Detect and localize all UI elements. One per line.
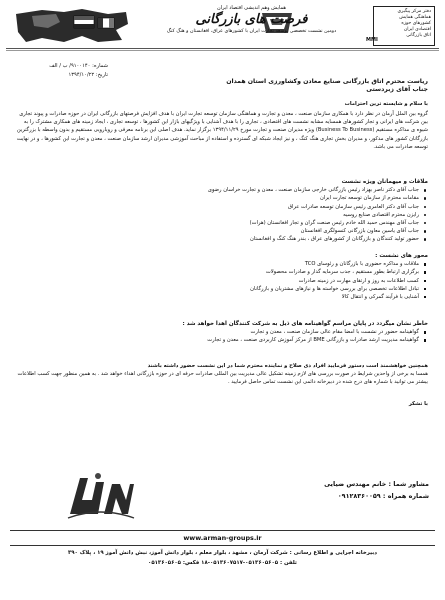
- guests-section: [16, 178, 428, 244]
- letterhead-subtitle-top: همایش وهم اندیشی اقتصاد ایران: [217, 5, 286, 11]
- topics-heading: محور های نشست :: [375, 253, 428, 259]
- emblem-label: MMI: [366, 37, 378, 43]
- right-box-line: دفتر مرکز پیگیری: [397, 9, 431, 14]
- list-item: گواهینامه حضور در نشست با امضا مقام عالی سازمان صنعت ، معدن و تجارت: [16, 328, 428, 336]
- letterhead-right-box: [373, 6, 435, 46]
- letterhead-main-title: فرصت های بازرگانی: [195, 12, 308, 27]
- list-item: جناب آقای یاسین معاون بازرگانی کنسولگری افغانستان: [16, 227, 428, 235]
- list-item: جناب آقای دکتر العامری رئیس سازمان توسعه صادرات عراق: [16, 203, 428, 211]
- paragraph3-bold: همچنین خواهشمند است دستور فرمایید افراد ذی صلاح و نماینده محترم شما در این نشست حضور داشته باشند: [147, 363, 428, 369]
- certificates-intro: خاطر نشان میگردد در پایان مراسم گواهینامه های ذیل به شرکت کنندگان اهدا خواهد شد :: [182, 321, 428, 327]
- list-item: گواهینامه مدیریت ارشد صادرات و بازرگانی BME از مرکز آموزش کاربردی صنعت ، معدن و تجارت: [16, 336, 428, 344]
- letterhead-title-block: [134, 4, 369, 48]
- right-box-line: کشورهای حوزه: [401, 21, 431, 26]
- list-item: جناب آقای دکتر ناصر بهزاد رئیس بازرگانی خارجی سازمان صنعت ، معدن و تجارت خراسان رضوی: [16, 186, 428, 194]
- list-item: مقامات محترم از سازمان توسعه تجارت ایران: [16, 194, 428, 202]
- guests-heading: ملاقات و میهمانان ویژه نشست: [341, 179, 428, 185]
- list-item: آشنایی با فرآیند گمرکی و انتقال کالا: [16, 293, 428, 301]
- footer-address: دبیرخانه اجرایی و اطلاع رسانی : شرکت آرمان ، مشهد ، بلوار معلم ، بلوار دانش آموز، نبش دانش آموز ۱۹ ، پلاک ۳۹۰: [67, 550, 378, 556]
- list-item: حضور تولید کنندگان و بازرگانان از کشورهای عراق ، بندر هنگ کنگ و افغانستان: [16, 235, 428, 243]
- right-box-line: اتاق بازرگانی: [406, 33, 431, 38]
- letterhead-subtitle-bottom: دومین نشست تخصصی توسعه تجارت ایران با کشورهای عراق، افغانستان و هنگ کنگ: [166, 29, 337, 34]
- list-item: کسب اطلاعات به روز و ارتقای مهارت در زمینه صادرات: [16, 277, 428, 285]
- guests-list: [16, 186, 428, 243]
- topics-list: [16, 260, 428, 301]
- footer-url[interactable]: www.arman-groups.ir: [183, 534, 262, 542]
- topics-section: [16, 252, 428, 301]
- reference-date: تاریخ: ۱۳۹۴/۱۰/۲۲: [68, 72, 108, 78]
- footer-divider-2: [10, 545, 435, 546]
- header-divider: [6, 48, 439, 49]
- contact-block: [229, 478, 429, 502]
- footer-phones: تلفن : ۰۵۱۳۶۰۵۶۰۵-۰۵۱۳۶۰۷۵۱۷-۱۸ فکس: ۰۵۱۳۶۰۵۶۰۵: [148, 560, 297, 566]
- reference-number: شماره: ۹۱۰۰۱۴۰/ ب / الف: [49, 63, 108, 69]
- paragraph3-text: همسا به برخی از واحدین شرایط در صورت بررسی های لازم زمینه تشکیل عالی مدیریت بین المللی صادرات حرفه ای در حوزه بازرگانی اهداء خواهد شد . به همین منظور جهت کسب اطلاعات بیشتر می توانید با شماره های درج شده در دبیرخانه دائمی این نشست تماس حاصل فرمایید .: [17, 371, 428, 386]
- addressee-line2: جناب آقای زبردستی: [366, 86, 428, 94]
- certificates-list: [16, 328, 428, 344]
- consultant-name: مشاور شما : خانم مهندس ضیایی: [324, 480, 429, 488]
- closing: با تشکر: [408, 401, 428, 407]
- header-divider-secondary: [6, 50, 439, 51]
- footer-address-block: [12, 548, 433, 568]
- footer-divider: [10, 530, 435, 531]
- certificates-section: [16, 320, 428, 345]
- greeting: با سلام و شایسته ترین احترامات: [344, 101, 428, 107]
- company-stamp-icon: [64, 470, 136, 522]
- right-box-line: اقتصادی ایران: [403, 27, 431, 32]
- list-item: جناب آقای مهندس حمید الله خادم رئیس صنعت گران و تجار افغانستان (هرات): [16, 219, 428, 227]
- list-item: ملاقات و مذاکره حضوری با بازرگانان و رئوسای TCO: [16, 260, 428, 268]
- addressee-line1: ریاست محترم اتاق بازرگانی صنایع معادن وکشاورزی استان همدان: [226, 78, 428, 85]
- body-paragraph-1: گروه بین الملل آرمان در نظر دارد با همکاری سازمان صنعت ، معدن و تجارت و هماهنگی سازمان توسعه تجارت ایران با هدف افزایش فرصتهای بازرگانی ایران در حوزه صادرات و پیوند تجاری بین شرکت های ایرانی و تجار کشورهای همسایه مشابه نشست های اقتصادی ، تجاری را با هدف آشنایی با ویژگیهای بازار این کشورها ، توسعه تجاری ، ایجاد زمینه های همکاری مشترک را به شیوه ی مذاکره مستقیم (Business To Business) ویژه مدیران صنعت و تجارت مورخ ۱۳۹۴/۱۱/۲۹ برگزار نماید. هدف اصلی این برنامه معرفی و رویارویی مستقیم و بدون واسطه با بزرگترین بازرگانان کشور های مذکور، و مدیران بخش تجاری هنگ کنگ ، و نیز ایجاد شبکه ای گسترده و استفاده از مباحث آموزشی مدیران ارشد سازمان صنعت ، معدن و تجارت این کشورها ، و در نهایت توسعه صادرات می باشد.: [16, 111, 428, 150]
- right-box-line: هماهنگی همایش: [399, 15, 431, 20]
- body-paragraph-3: [16, 362, 428, 387]
- list-item: تبادل اطلاعات تخصصی برای بررسی خواسته ها و نیازهای مشتریان و بازرگانان: [16, 285, 428, 293]
- map-flags-icon: [12, 6, 132, 46]
- letterhead: [6, 4, 439, 48]
- list-item: رایزن محترم اقتصادی صنایع روسیه: [16, 211, 428, 219]
- list-item: برگزاری ارتباط بطور مستقیم ، جذب سرمایه گذار و صادرات محصولات: [16, 268, 428, 276]
- consultant-phone: شماره همراه : ۰۹۱۲۸۳۶۰۰۵۹: [337, 492, 429, 500]
- addressee-block: [16, 78, 428, 94]
